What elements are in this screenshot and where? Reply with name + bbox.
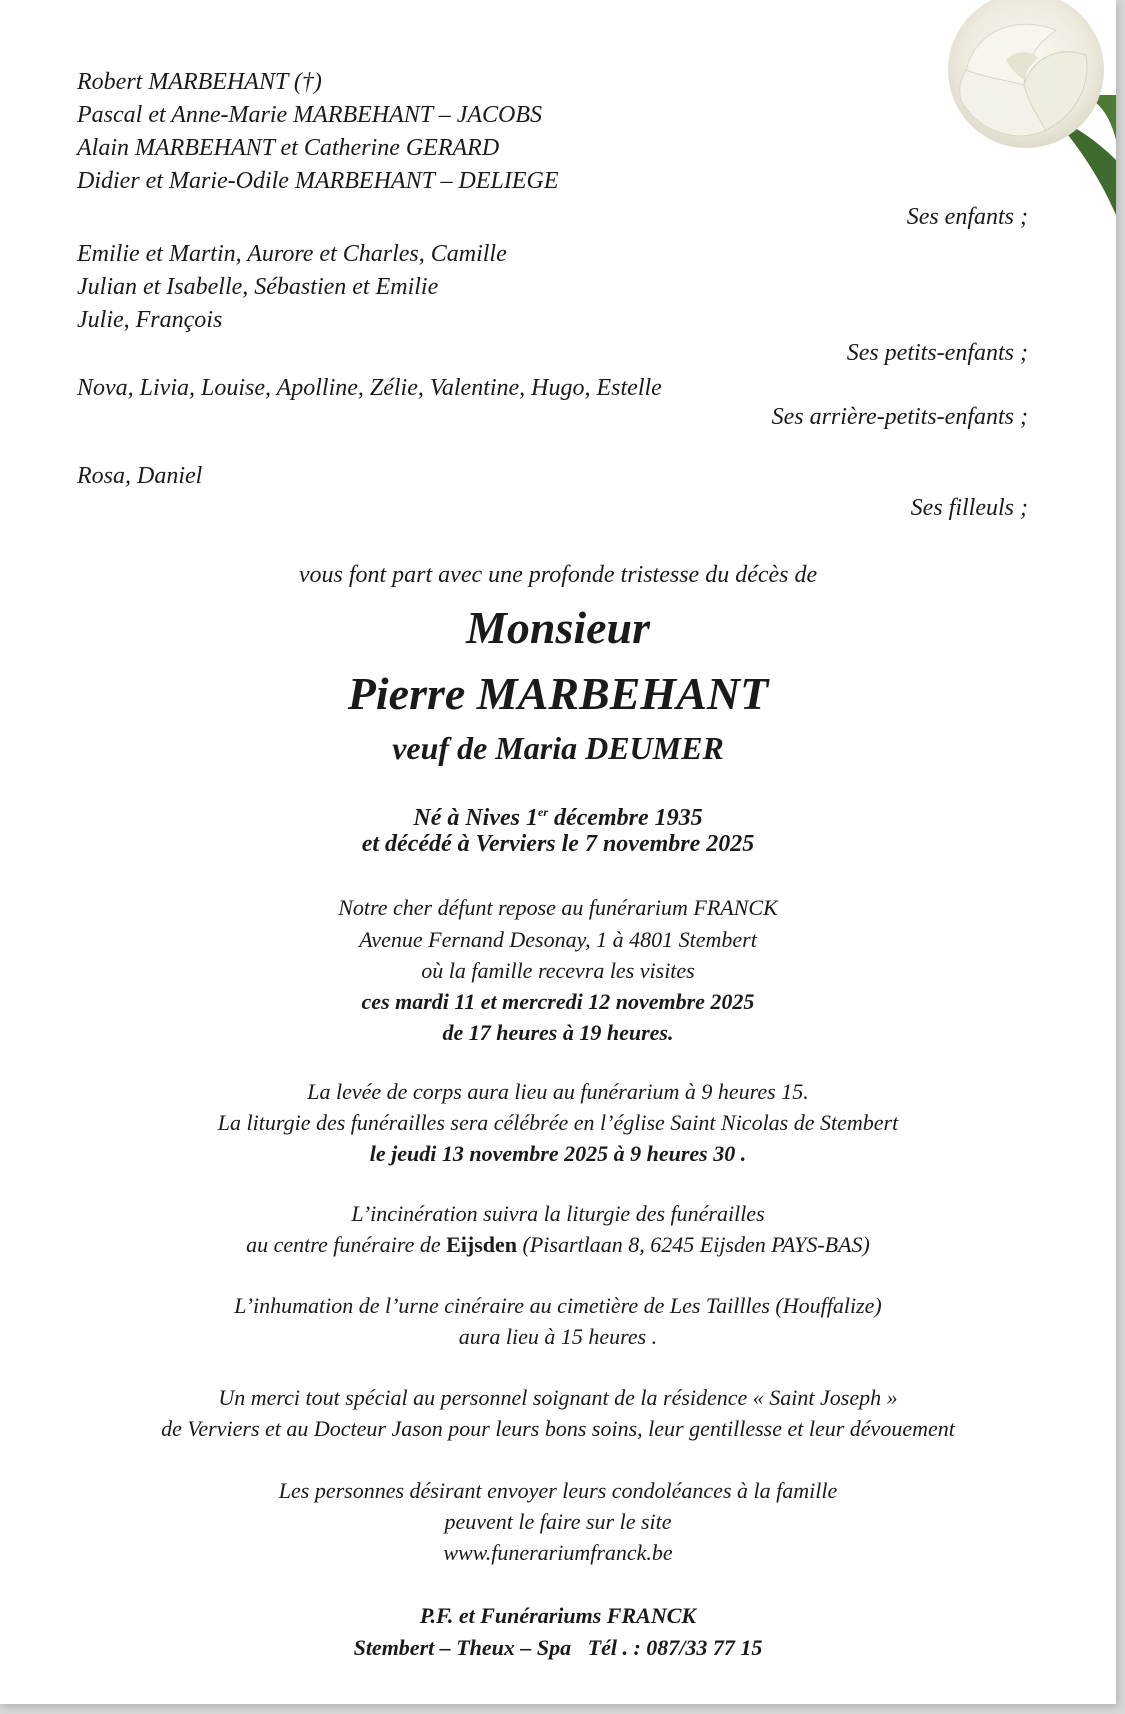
burial-line-2: aura lieu à 15 heures . xyxy=(458,1324,658,1349)
burial-line-1: L’inhumation de l’urne cinéraire au cimetière de Les Taillles (Houffalize) xyxy=(234,1293,882,1318)
great-grandchildren-label: Ses arrière-petits-enfants ; xyxy=(771,404,1028,430)
ceremony-datetime: le jeudi 13 novembre 2025 à 9 heures 30 . xyxy=(369,1141,747,1166)
funeral-home-contact: Stembert – Theux – Spa Tél . : 087/33 77 15 xyxy=(353,1635,763,1660)
widower-line: veuf de Maria DEUMER xyxy=(392,730,724,766)
godchildren-line: Rosa, Daniel xyxy=(77,463,203,489)
condolences-line-1: Les personnes désirant envoyer leurs condoléances à la famille xyxy=(278,1478,838,1503)
visits-hours: de 17 heures à 19 heures. xyxy=(442,1020,674,1045)
children-label: Ses enfants ; xyxy=(906,204,1028,230)
cremation-place: Eijsden xyxy=(446,1232,518,1257)
great-grandchildren-names xyxy=(77,372,662,405)
cremation-suffix: (Pisartlaan 8, 6245 Eijsden PAYS-BAS) xyxy=(517,1232,870,1257)
cremation-prefix: au centre funéraire de xyxy=(246,1232,447,1257)
deceased-title: Monsieur xyxy=(465,602,651,653)
child-line: Alain MARBEHANT et Catherine GERARD xyxy=(77,135,500,161)
ceremony-line-1: La levée de corps aura lieu au funérarium à 9 heures 15. xyxy=(307,1079,809,1104)
grandchild-line: Julian et Isabelle, Sébastien et Emilie xyxy=(77,274,439,300)
condolences-website[interactable]: www.funerariumfranck.be xyxy=(443,1540,673,1565)
grandchildren-label: Ses petits-enfants ; xyxy=(846,340,1028,366)
godchildren-names xyxy=(77,460,202,493)
birth-sup: er xyxy=(538,805,548,819)
visits-line-1: Notre cher défunt repose au funérarium FRANCK xyxy=(338,895,778,920)
grandchild-line: Julie, François xyxy=(77,307,223,333)
birth-suffix: décembre 1935 xyxy=(548,805,703,831)
rose-decoration xyxy=(906,0,1116,220)
announcement-intro: vous font part avec une profonde tristesse du décès de xyxy=(298,562,818,588)
deceased-name: Pierre MARBEHANT xyxy=(347,668,769,719)
cremation-line-1: L’incinération suivra la liturgie des funérailles xyxy=(351,1201,765,1226)
child-line: Didier et Marie-Odile MARBEHANT – DELIEGE xyxy=(77,168,559,194)
thanks-line-2: de Verviers et au Docteur Jason pour leurs bons soins, leur gentillesse et leur dévouement xyxy=(161,1416,955,1441)
funeral-home-name: P.F. et Funérariums FRANCK xyxy=(419,1603,697,1628)
visits-line-2: Avenue Fernand Desonay, 1 à 4801 Stembert xyxy=(359,927,757,952)
child-line: Robert MARBEHANT (†) xyxy=(77,69,322,95)
visits-line-3: où la famille recevra les visites xyxy=(421,958,695,983)
birth-prefix: Né à Nives 1 xyxy=(413,805,538,831)
child-line: Pascal et Anne-Marie MARBEHANT – JACOBS xyxy=(77,102,543,128)
ceremony-line-2: La liturgie des funérailles sera célébrée en l’église Saint Nicolas de Stembert xyxy=(217,1110,899,1135)
thanks-line-1: Un merci tout spécial au personnel soignant de la résidence « Saint Joseph » xyxy=(218,1385,898,1410)
death-line: et décédé à Verviers le 7 novembre 2025 xyxy=(361,831,755,857)
visits-dates: ces mardi 11 et mercredi 12 novembre 2025 xyxy=(361,989,755,1014)
cremation-line-2 xyxy=(0,1229,1116,1261)
condolences-line-2: peuvent le faire sur le site xyxy=(444,1509,672,1534)
grandchild-line: Emilie et Martin, Aurore et Charles, Camille xyxy=(77,241,507,267)
children-names xyxy=(77,66,558,198)
godchildren-label: Ses filleuls ; xyxy=(910,495,1028,521)
great-grandchildren-line: Nova, Livia, Louise, Apolline, Zélie, Valentine, Hugo, Estelle xyxy=(77,375,662,401)
grandchildren-names xyxy=(77,238,507,337)
